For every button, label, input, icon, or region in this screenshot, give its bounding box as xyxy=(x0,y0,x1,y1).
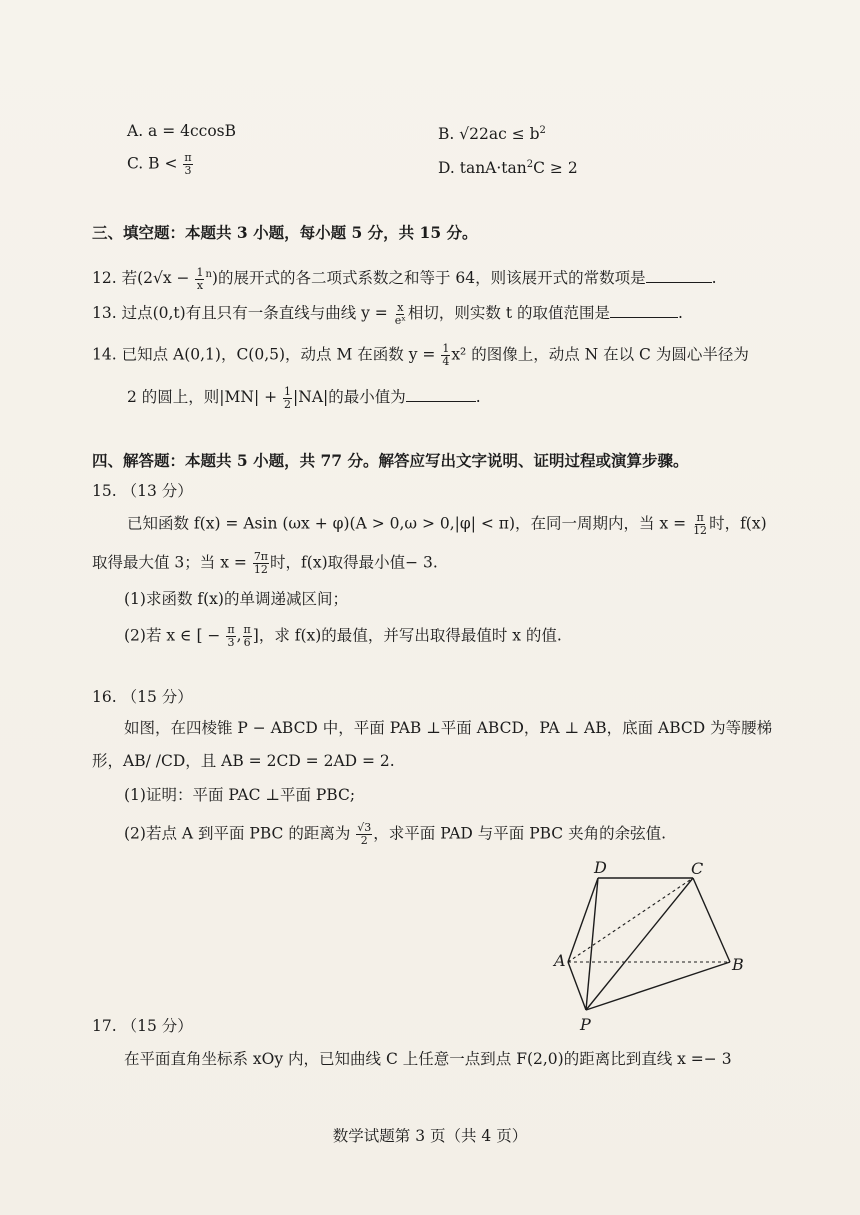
q15-l1-pre: 已知函数 f(x) = Asin (ωx + φ)(A > 0,ω > 0,|φ| < π)，在同一周期内，当 x = xyxy=(127,514,687,533)
q15-p2-fraction-2 xyxy=(243,624,252,649)
q14-frac1-den: 4 xyxy=(442,355,450,368)
edge-AP xyxy=(568,962,586,1010)
q13-fraction xyxy=(394,302,407,327)
q13-post: 相切，则实数 t 的取值范围是 xyxy=(407,304,610,322)
q15-part2 xyxy=(124,624,562,649)
q12-frac-den: x xyxy=(196,278,204,292)
q14-frac1-num: 1 xyxy=(442,342,450,355)
q14-frac2-num: 1 xyxy=(284,384,292,398)
sqrt-2: √2 xyxy=(459,125,479,144)
q16-line2: 形，AB/ /CD，且 AB = 2CD = 2AD = 2. xyxy=(92,752,395,770)
label-B: B xyxy=(732,955,744,974)
q15-l2-pre: 取得最大值 3；当 x = xyxy=(92,553,247,572)
edge-BP xyxy=(586,962,730,1010)
q16-part1: (1)证明：平面 PAC ⊥平面 PBC; xyxy=(124,786,356,804)
q16-line1: 如图，在四棱锥 P − ABCD 中，平面 PAB ⊥平面 ABCD，PA ⊥ AB，底面 ABCD 为等腰梯 xyxy=(124,719,773,737)
q12-sup: n xyxy=(205,269,212,280)
q14-answer-blank[interactable] xyxy=(406,385,476,402)
q17-line1: 在平面直角坐标系 xOy 内，已知曲线 C 上任意一点到点 F(2,0)的距离比到直线 x =− 3 xyxy=(124,1050,732,1068)
q13-end: . xyxy=(678,304,683,322)
q17-title: 17. （15 分） xyxy=(92,1017,193,1035)
pyramid-figure xyxy=(548,858,758,1038)
q15-line2 xyxy=(92,551,438,576)
q14-line1-post: x² 的图像上，动点 N 在以 C 为圆心半径为 xyxy=(451,345,749,364)
q12-frac-num: 1 xyxy=(196,265,204,279)
q12-end: . xyxy=(711,269,717,288)
q16-part2 xyxy=(124,822,666,847)
option-d-prefix: D. tanA·tan xyxy=(438,159,527,178)
option-c-num: π xyxy=(184,151,192,164)
q16-p2-fraction xyxy=(356,822,372,847)
section4-heading: 四、解答题：本题共 5 小题，共 77 分。解答应写出文字说明、证明过程或演算步骤。 xyxy=(92,451,689,470)
option-c-fraction xyxy=(183,152,192,177)
option-a-text: A. a = 4ccosB xyxy=(127,122,237,140)
q15-l1-post: 时，f(x) xyxy=(709,514,767,533)
q15-l1-den: 12 xyxy=(693,524,708,537)
option-d-rest: C ≥ 2 xyxy=(533,159,578,178)
option-d-sup: 2 xyxy=(526,159,534,170)
question-14-line1 xyxy=(92,343,749,368)
option-c xyxy=(127,152,194,177)
q14-fraction-2 xyxy=(283,386,292,411)
q14-end: . xyxy=(475,388,481,406)
q13-pre: 13. 过点(0,t)有且只有一条直线与曲线 y = xyxy=(92,304,388,322)
q16-p2-den: 2 xyxy=(360,834,368,847)
q14-frac2-den: 2 xyxy=(284,397,292,411)
q15-p2-pre: (2)若 x ∈ [ − xyxy=(124,626,221,645)
q15-part1: (1)求函数 f(x)的单调递减区间； xyxy=(124,590,348,608)
q14-fraction-1 xyxy=(441,343,450,368)
q15-l1-fraction xyxy=(692,512,708,537)
label-D: D xyxy=(594,858,607,877)
q14-line2-pre: 2 的圆上，则|MN| + xyxy=(127,388,278,406)
label-C: C xyxy=(691,859,704,878)
q12-answer-blank[interactable] xyxy=(646,266,712,283)
edge-DP xyxy=(586,878,598,1010)
q16-p2-pre: (2)若点 A 到平面 PBC 的距离为 xyxy=(124,824,351,843)
q15-p2-n1: π xyxy=(227,623,235,636)
q13-frac-num: x xyxy=(397,300,404,314)
edge-CB xyxy=(693,878,730,962)
option-b-rest: 2ac ≤ b xyxy=(479,125,540,144)
option-c-prefix: C. B < xyxy=(127,154,178,173)
q15-p2-mid: , xyxy=(236,626,242,645)
q15-title: 15. （13 分） xyxy=(92,482,193,500)
q15-l2-fraction xyxy=(253,551,269,576)
q16-p2-post: ，求平面 PAD 与平面 PBC 夹角的余弦值. xyxy=(373,824,667,843)
q14-line2-post: |NA|的最小值为 xyxy=(293,388,406,406)
q15-p2-d1: 3 xyxy=(227,636,235,649)
q16-p2-num: √3 xyxy=(357,821,372,834)
label-A: A xyxy=(554,951,566,970)
option-b-sup: 2 xyxy=(539,125,546,136)
option-b-prefix: B. xyxy=(438,125,460,144)
q15-line1 xyxy=(127,512,767,537)
q15-l2-post: 时，f(x)取得最小值− 3. xyxy=(270,553,438,572)
q15-p2-post: ]，求 f(x)的最值，并写出取得最值时 x 的值. xyxy=(252,626,562,645)
question-14-line2 xyxy=(127,385,481,411)
q15-l2-num: 7π xyxy=(253,550,269,563)
q15-l2-den: 12 xyxy=(253,563,268,576)
q15-p2-fraction-1 xyxy=(226,624,235,649)
q12-pre: 12. 若(2√x − xyxy=(92,269,190,288)
q15-p2-d2: 6 xyxy=(243,636,251,649)
q15-p2-n2: π xyxy=(243,623,251,636)
q12-post: )的展开式的各二项式系数之和等于 64，则该展开式的常数项是 xyxy=(211,269,646,288)
option-d xyxy=(438,154,578,179)
q13-answer-blank[interactable] xyxy=(610,301,678,318)
option-a xyxy=(127,120,236,142)
section3-heading: 三、填空题：本题共 3 小题，每小题 5 分，共 15 分。 xyxy=(92,223,478,242)
page-footer: 数学试题第 3 页（共 4 页） xyxy=(332,1127,528,1145)
edge-AC-hidden xyxy=(568,878,693,962)
edge-CP xyxy=(586,878,693,1010)
option-c-den: 3 xyxy=(184,164,192,177)
q12-fraction xyxy=(195,267,204,292)
q14-line1-pre: 14. 已知点 A(0,1)，C(0,5)，动点 M 在函数 y = xyxy=(92,345,436,364)
q16-title: 16. （15 分） xyxy=(92,688,193,706)
q13-frac-den: eˣ xyxy=(394,313,406,327)
question-13 xyxy=(92,301,683,327)
q15-l1-num: π xyxy=(696,511,704,524)
question-12 xyxy=(92,264,717,292)
option-b xyxy=(438,120,546,145)
label-P: P xyxy=(580,1015,591,1034)
